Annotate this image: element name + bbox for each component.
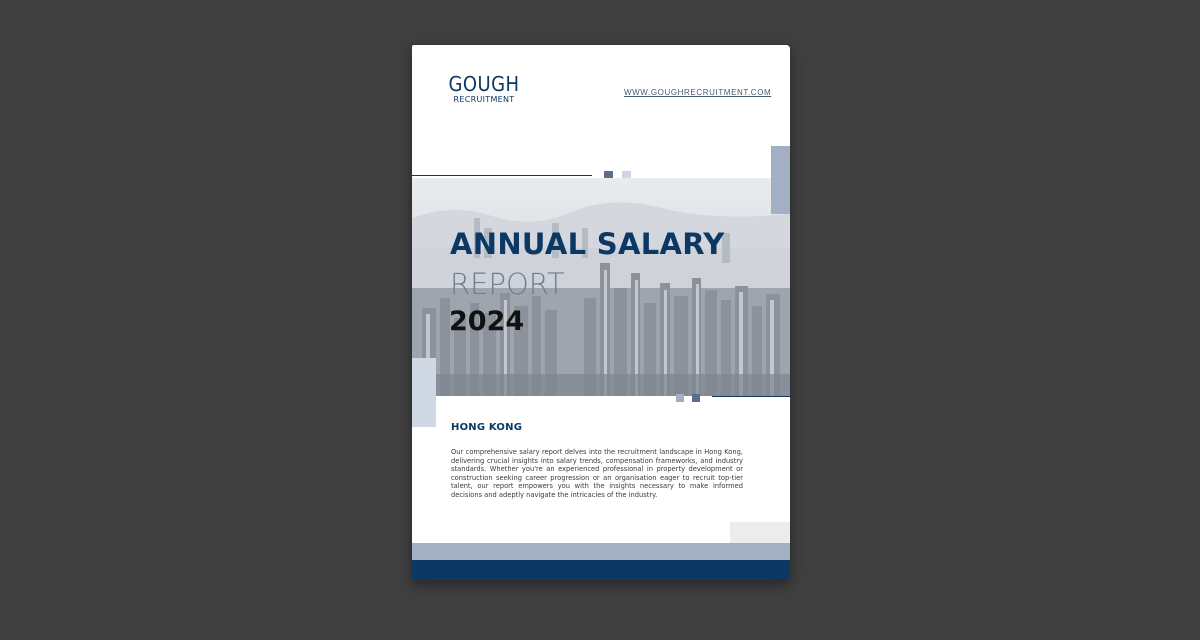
footer-band-navy — [412, 560, 790, 580]
accent-square-dark — [692, 394, 700, 402]
accent-square-light — [676, 394, 684, 402]
company-logo — [444, 73, 524, 105]
report-title-line1: ANNUAL SALARY — [450, 227, 725, 261]
report-description: Our comprehensive salary report delves into the recruitment landscape in Hong Kong, delivering crucial insights into salary trends, compensation frameworks, and industry standards. Whether you're an experienced professional in property development or construction seeking career progression or an organisation eager to recruit top-tier talent, our report empowers you with the insights necessary to make informed decisions and adeptly navigate the intricacies of the industry. — [451, 448, 743, 499]
accent-line-mid — [712, 396, 790, 397]
logo-wordmark: GOUGH — [448, 72, 520, 96]
report-title-line2: REPORT — [450, 267, 565, 301]
report-year: 2024 — [449, 306, 525, 337]
logo-subtitle: RECRUITMENT — [453, 95, 515, 104]
accent-block-bottom — [730, 522, 790, 544]
footer-band-gray — [412, 543, 790, 560]
location-heading: HONG KONG — [451, 422, 523, 433]
website-link[interactable]: WWW.GOUGHRECRUITMENT.COM — [624, 88, 772, 97]
report-cover — [412, 45, 790, 580]
accent-bar-right — [771, 146, 790, 214]
accent-line-top — [412, 175, 592, 176]
accent-bar-left — [412, 358, 436, 427]
